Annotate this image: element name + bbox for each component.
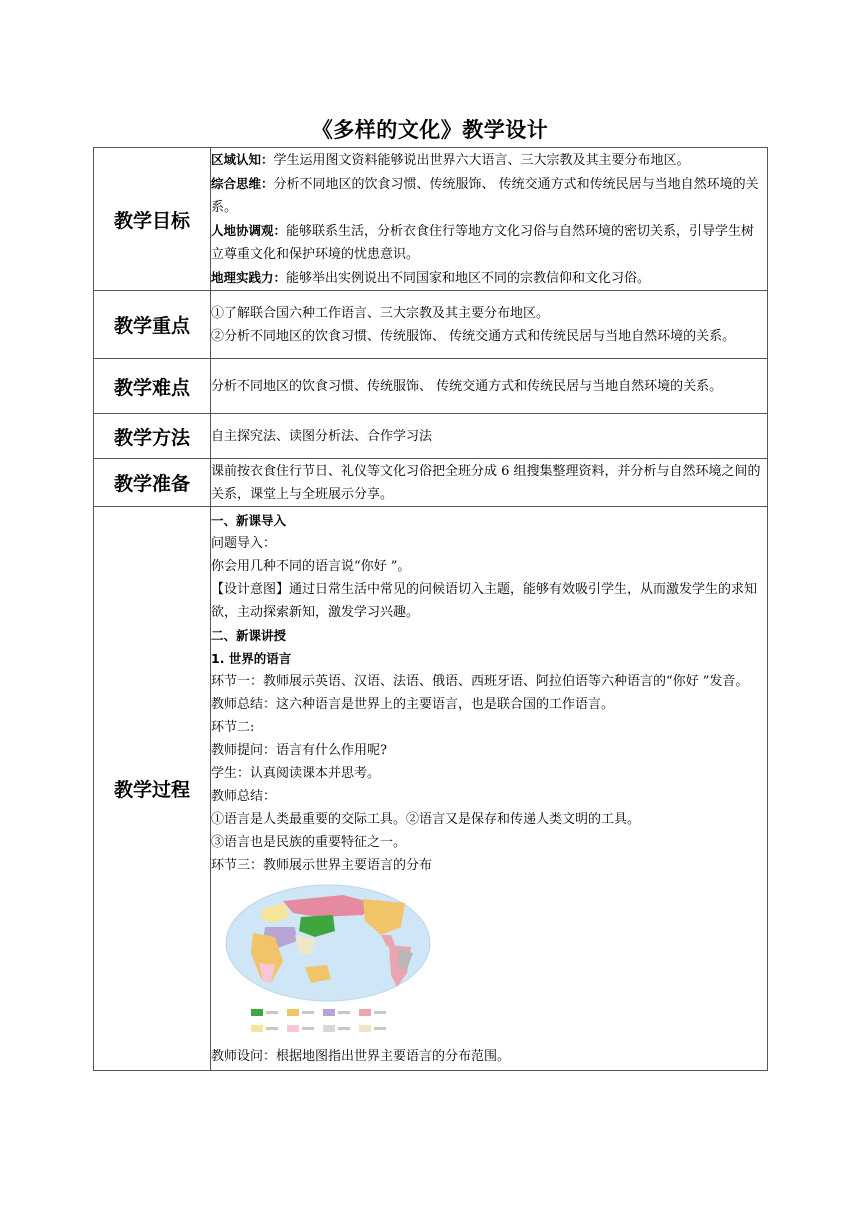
legend-label-mark: [338, 1027, 350, 1030]
legend-swatch: [251, 1025, 263, 1032]
paragraph: 环节三：教师展示世界主要语言的分布: [211, 858, 433, 873]
process-heading: 教学过程: [94, 507, 211, 1071]
paragraph: 环节一：教师展示英语、汉语、法语、俄语、西班牙语、阿拉伯语等六种语言的“你好 ”发音。: [211, 674, 749, 689]
legend-label-mark: [302, 1011, 314, 1014]
legend-swatch: [251, 1009, 263, 1016]
legend-label-mark: [374, 1027, 386, 1030]
legend-swatch: [287, 1025, 299, 1032]
goal-item: 区域认知：学生运用图文资料能够说出世界六大语言、三大宗教及其主要分布地区。: [211, 152, 690, 168]
lesson-plan-table: [93, 147, 768, 1071]
paragraph: 教师总结：: [211, 789, 277, 804]
row-process: [94, 507, 768, 1071]
paragraph: 你会用几种不同的语言说“你好 ”。: [211, 559, 411, 574]
legend-label-mark: [302, 1027, 314, 1030]
paragraph: 教师设问：根据地图指出世界主要语言的分布范围。: [211, 1049, 511, 1064]
key-point-item: ①了解联合国六种工作语言、三大宗教及其主要分布地区。: [211, 305, 550, 321]
key-points-heading: 教学重点: [94, 291, 211, 359]
goals-content: [211, 148, 768, 291]
methods-content: 自主探究法、读图分析法、合作学习法: [211, 414, 768, 459]
paragraph: 学生：认真阅读课本并思考。: [211, 766, 381, 781]
goal-item: 人地协调观：能够联系生活，分析衣食住行等地方文化习俗与自然环境的密切关系，引导学生树立尊重文化和保护环境的忧患意识。: [211, 223, 755, 262]
row-difficulties: [94, 359, 768, 414]
section-heading: 二、新课讲授: [211, 628, 287, 643]
paragraph: ①语言是人类最重要的交际工具。②语言又是保存和传递人类文明的工具。: [211, 812, 641, 827]
legend-label-mark: [266, 1011, 278, 1014]
goal-item: 地理实践力：能够举出实例说出不同国家和地区不同的宗教信仰和文化习俗。: [211, 270, 651, 286]
legend-swatch: [359, 1009, 371, 1016]
world-language-map: [223, 883, 767, 1041]
paragraph: 教师总结：这六种语言是世界上的主要语言，也是联合国的工作语言。: [211, 697, 615, 712]
paragraph: 【设计意图】通过日常生活中常见的问候语切入主题，能够有效吸引学生，从而激发学生的求知欲，主动探索新知，激发学习兴趣。: [211, 582, 758, 620]
difficulties-heading: 教学难点: [94, 359, 211, 414]
difficulties-content: 分析不同地区的饮食习惯、传统服饰、 传统交通方式和传统民居与当地自然环境的关系。: [211, 359, 768, 414]
map-legend: [251, 1009, 386, 1032]
paragraph: ③语言也是民族的重要特征之一。: [211, 835, 407, 850]
goal-item: 综合思维：分析不同地区的饮食习惯、传统服饰、 传统交通方式和传统民居与当地自然环境的关系。: [211, 176, 759, 215]
document-title: 《多样的文化》教学设计: [311, 118, 549, 142]
legend-label-mark: [374, 1011, 386, 1014]
row-methods: [94, 414, 768, 459]
legend-swatch: [323, 1009, 335, 1016]
row-preparation: [94, 459, 768, 507]
subsection-heading: 1. 世界的语言: [211, 651, 292, 666]
legend-swatch: [323, 1025, 335, 1032]
row-key-points: [94, 291, 768, 359]
methods-heading: 教学方法: [94, 414, 211, 459]
process-content: [211, 507, 768, 1071]
paragraph: 问题导入：: [211, 536, 277, 551]
row-goals: [94, 148, 768, 291]
key-points-content: [211, 291, 768, 359]
paragraph: 环节二:: [211, 720, 255, 735]
legend-swatch: [287, 1009, 299, 1016]
goals-heading: 教学目标: [94, 148, 211, 291]
preparation-content: 课前按衣食住行节日、礼仪等文化习俗把全班分成 6 组搜集整理资料，并分析与自然环境之间的关系，课堂上与全班展示分享。: [211, 459, 768, 507]
preparation-heading: 教学准备: [94, 459, 211, 507]
key-point-item: ②分析不同地区的饮食习惯、传统服饰、 传统交通方式和传统民居与当地自然环境的关系。: [211, 328, 736, 344]
legend-label-mark: [338, 1011, 350, 1014]
legend-label-mark: [266, 1027, 278, 1030]
section-heading: 一、新课导入: [211, 513, 287, 528]
world-map-image: [223, 883, 433, 1041]
legend-swatch: [359, 1025, 371, 1032]
paragraph: 教师提问：语言有什么作用呢?: [211, 743, 387, 758]
